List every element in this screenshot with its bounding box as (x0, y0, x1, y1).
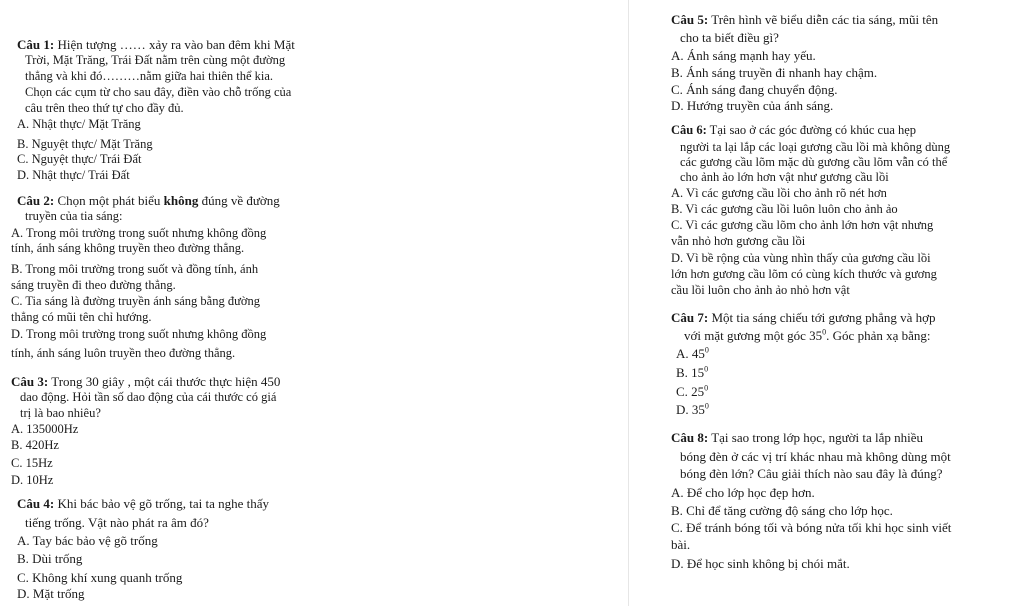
question-6-option-d-line-3: cầu lồi luôn cho ảnh ảo nhỏ hơn vật (671, 283, 850, 297)
question-2-line-1: Câu 2: Chọn một phát biểu không đúng về đường (17, 193, 280, 208)
question-1-option-b: B. Nguyệt thực/ Mặt Trăng (17, 137, 153, 151)
question-6-option-c-line-2: vẫn nhỏ hơn gương cầu lồi (671, 234, 806, 248)
question-6-option-d-line-1: D. Vì bề rộng của vùng nhìn thấy của gương cầu lồi (671, 251, 931, 265)
question-8-option-c-line-2: bài. (671, 537, 691, 552)
question-8-line-1: Câu 8: Tại sao trong lớp học, người ta lắp nhiều (671, 430, 923, 445)
question-2-line-2: truyền của tia sáng: (25, 209, 123, 223)
question-6-option-b: B. Vì các gương cầu lồi luôn luôn cho ảnh ảo (671, 202, 898, 216)
question-2-option-a-line-1: A. Trong môi trường trong suốt nhưng không đồng (11, 226, 267, 240)
question-2-option-b-line-1: B. Trong môi trường trong suốt và đồng tính, ánh (11, 262, 259, 276)
question-2-option-c-line-1: C. Tia sáng là đường truyền ánh sáng bằng đường (11, 294, 260, 308)
question-3-line-2: dao động. Hỏi tần số dao động của cái thước có giá (20, 390, 277, 404)
question-8-option-b: B. Chỉ để tăng cường độ sáng cho lớp học. (671, 503, 893, 518)
question-1-line-5: câu trên theo thứ tự cho đầy đủ. (25, 101, 184, 115)
question-5-option-a: A. Ánh sáng mạnh hay yếu. (671, 48, 816, 63)
question-2-option-d-line-1: D. Trong môi trường trong suốt nhưng không đồng (11, 327, 267, 341)
question-7-line-1: Câu 7: Một tia sáng chiếu tới gương phẳng và hợp (671, 310, 936, 325)
question-6-option-c-line-1: C. Vì các gương cầu lõm cho ảnh lớn hơn vật nhưng (671, 218, 934, 232)
question-3-line-3: trị là bao nhiêu? (20, 406, 101, 420)
question-1-line-4: Chọn các cụm từ cho sau đây, điền vào chỗ trống của (25, 85, 292, 99)
question-1-line-2: Trời, Mặt Trăng, Trái Đất nằm trên cùng một đường (25, 53, 286, 67)
question-7-option-a: A. $45^0$ (676, 345, 709, 361)
question-8-option-a: A. Để cho lớp học đẹp hơn. (671, 485, 815, 500)
question-4-line-1: Câu 4: Khi bác bảo vệ gõ trống, tai ta nghe thấy (17, 496, 270, 511)
question-7-line-2: với mặt gương một góc $35^0$. Góc phản xạ bằng: (684, 327, 931, 343)
question-6-line-3: các gương cầu lõm mặc dù gương cầu lõm vẫn có thể (680, 155, 948, 169)
question-3-line-1: Câu 3: Trong 30 giây , một cái thước thực hiện 450 (11, 374, 281, 389)
question-5-option-b: B. Ánh sáng truyền đi nhanh hay chậm. (671, 65, 878, 80)
question-5-line-2: cho ta biết điều gì? (680, 30, 779, 45)
question-2-option-b-line-2: sáng truyền đi theo đường thẳng. (11, 278, 176, 292)
question-2-option-c-line-2: thẳng có mũi tên chỉ hướng. (11, 310, 152, 324)
question-5-option-d: D. Hướng truyền của ánh sáng. (671, 98, 834, 113)
question-6-line-2: người ta lại lắp các loại gương cầu lồi mà không dùng (680, 140, 951, 154)
question-8-line-3: bóng đèn lớn? Câu giải thích nào sau đây là đúng? (680, 466, 943, 481)
question-4-option-b: B. Dùi trống (17, 551, 83, 566)
question-5-option-c: C. Ánh sáng đang chuyển động. (671, 82, 838, 97)
question-1-option-c: C. Nguyệt thực/ Trái Đất (17, 152, 142, 166)
question-6-line-1: Câu 6: Tại sao ở các góc đường có khúc cua hẹp (671, 123, 917, 137)
question-4-option-d: D. Mặt trống (17, 586, 85, 601)
question-7-option-c: C. $25^0$ (676, 383, 709, 399)
question-3-option-c: C. 15Hz (11, 456, 53, 470)
question-8-option-d: D. Để học sinh không bị chói mắt. (671, 556, 850, 571)
question-8-option-c-line-1: C. Để tránh bóng tối và bóng nửa tối khi học sinh viết (671, 520, 952, 535)
question-4-option-a: A. Tay bác bảo vệ gõ trống (17, 533, 158, 548)
question-7-option-d: D. $35^0$ (676, 401, 709, 417)
column-divider (628, 0, 629, 606)
question-6-line-4: cho ảnh ảo lớn hơn vật như gương cầu lồi (680, 170, 889, 184)
question-3-option-d: D. 10Hz (11, 473, 54, 487)
question-4-option-c: C. Không khí xung quanh trống (17, 570, 183, 585)
question-3-option-a: A. 135000Hz (11, 422, 79, 436)
question-5-line-1: Câu 5: Trên hình vẽ biểu diễn các tia sáng, mũi tên (671, 12, 939, 27)
question-7-option-b: B. $15^0$ (676, 364, 709, 380)
question-1-line-1: Câu 1: Hiện tượng …… xảy ra vào ban đêm khi Mặt (17, 37, 295, 52)
question-1-option-d: D. Nhật thực/ Trái Đất (17, 168, 130, 182)
question-4-line-2: tiếng trống. Vật nào phát ra âm đó? (25, 515, 209, 530)
question-3-option-b: B. 420Hz (11, 438, 59, 452)
question-1-line-3: thẳng và khi đó………nằm giữa hai thiên thể kia. (25, 69, 274, 83)
question-2-option-d-line-2: tính, ánh sáng luôn truyền theo đường thẳng. (11, 346, 236, 360)
question-8-line-2: bóng đèn ở các vị trí khác nhau mà không dùng một (680, 449, 951, 464)
question-1-option-a: A. Nhật thực/ Mặt Trăng (17, 117, 141, 131)
question-2-option-a-line-2: tính, ánh sáng không truyền theo đường thẳng. (11, 241, 245, 255)
question-6-option-a: A. Vì các gương cầu lồi cho ảnh rõ nét hơn (671, 186, 887, 200)
question-6-option-d-line-2: lớn hơn gương cầu lõm có cùng kích thước và gương (671, 267, 937, 281)
